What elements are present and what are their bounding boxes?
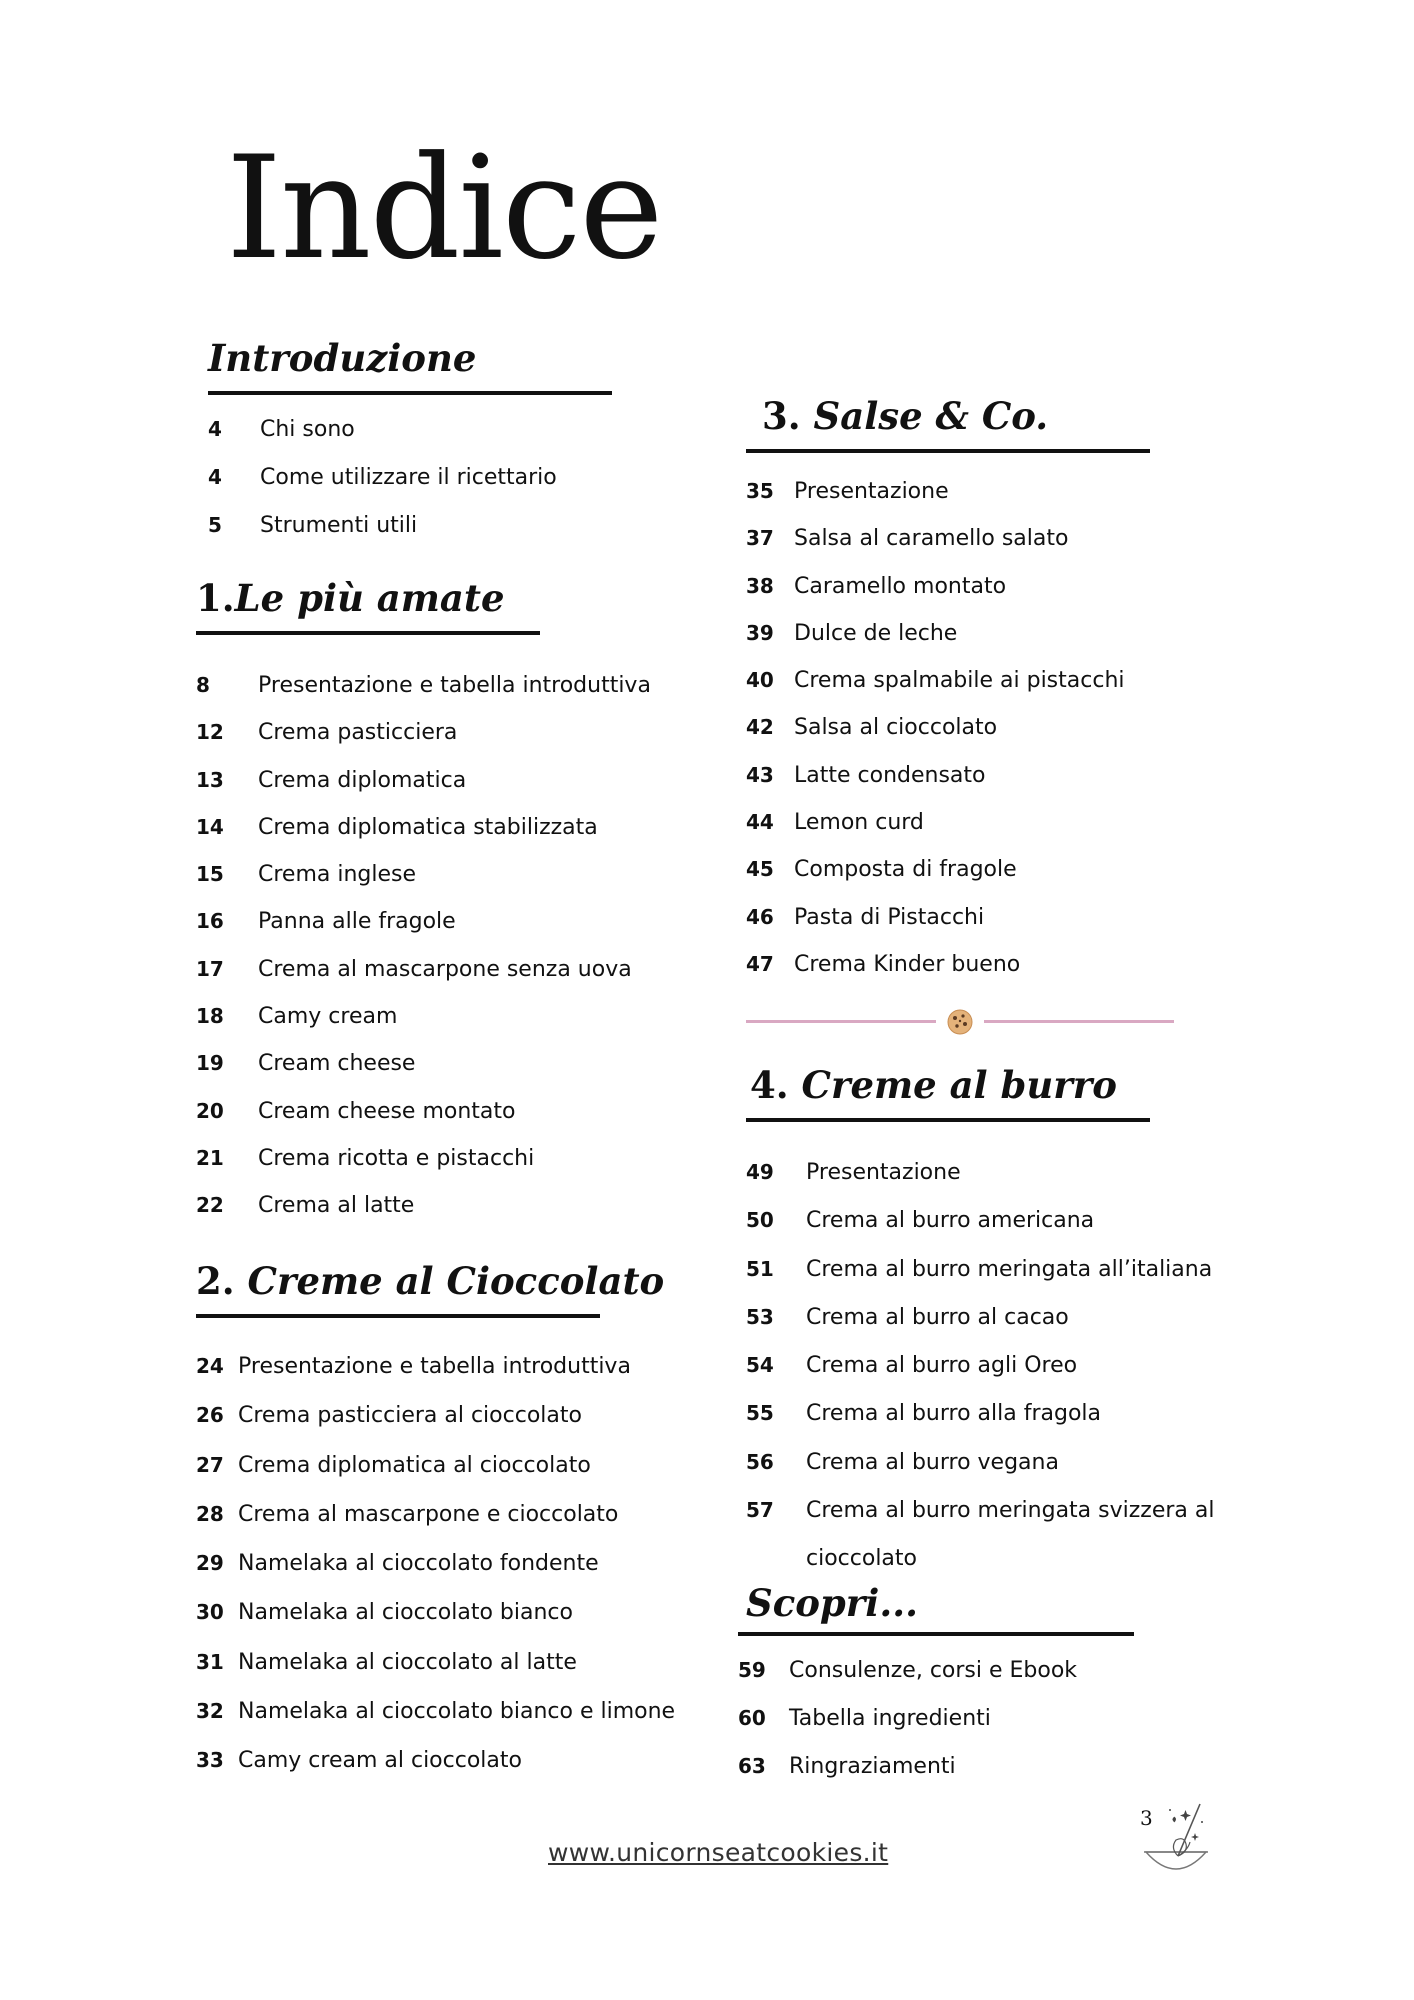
toc-entry-page: 54	[746, 1353, 774, 1378]
toc-entry-page: 5	[208, 513, 222, 537]
section-scopri	[738, 1581, 1142, 1804]
toc-entry-page: 57	[746, 1498, 774, 1523]
divider-line-right	[984, 1020, 1174, 1023]
toc-entry-label: Crema al latte	[258, 1193, 415, 1219]
toc-entry-label: Ringraziamenti	[789, 1754, 956, 1779]
toc-entry-page: 47	[746, 951, 774, 976]
toc-entry-label: Crema al mascarpone e cioccolato	[238, 1501, 619, 1527]
toc-entry-page: 63	[738, 1754, 766, 1778]
section-scopri-list	[738, 1660, 1142, 1804]
toc-entry-page: 18	[196, 1004, 224, 1029]
toc-entry-label: Consulenze, corsi e Ebook	[789, 1658, 1078, 1683]
toc-entry-page: 37	[746, 526, 774, 551]
toc-entry[interactable]	[196, 1602, 600, 1651]
section-intro-list	[208, 419, 612, 563]
toc-entry-label: Panna alle fragole	[258, 909, 456, 935]
toc-entry-page: 45	[746, 857, 774, 882]
toc-entry-label: Namelaka al cioccolato al latte	[238, 1649, 577, 1675]
toc-entry-label: Crema al mascarpone senza uova	[258, 956, 632, 982]
toc-entry-label: Namelaka al cioccolato bianco e limone	[238, 1699, 676, 1725]
toc-entry-label: Strumenti utili	[260, 513, 418, 538]
toc-entry[interactable]	[738, 1756, 1142, 1804]
toc-entry-page: 14	[196, 814, 224, 839]
toc-entry[interactable]	[196, 1649, 600, 1701]
section-cioccolato	[196, 1259, 676, 1800]
toc-entry-label: Presentazione	[806, 1160, 961, 1185]
toc-entry[interactable]	[746, 1210, 1150, 1258]
whisk-bowl-icon	[1140, 1796, 1216, 1882]
section-salse-rule	[746, 449, 1150, 453]
toc-entry-label: Camy cream	[258, 1004, 398, 1030]
toc-entry-page: 35	[746, 479, 774, 503]
toc-entry-page: 16	[196, 909, 224, 934]
toc-entry[interactable]	[196, 1354, 631, 1405]
toc-entry-page: 60	[738, 1706, 766, 1730]
toc-entry[interactable]	[746, 859, 1150, 906]
toc-entry-page: 24	[196, 1354, 224, 1378]
toc-entry-label: Dulce de leche	[794, 620, 958, 646]
toc-entry-label: Presentazione	[794, 479, 949, 504]
toc-entry-page: 29	[196, 1551, 224, 1576]
toc-entry[interactable]	[196, 722, 540, 769]
toc-entry-label: Salsa al cioccolato	[794, 715, 998, 741]
toc-entry-page: 26	[196, 1403, 224, 1428]
toc-entry[interactable]	[746, 1449, 1150, 1500]
toc-entry[interactable]	[746, 481, 1150, 528]
section-piu-amate	[196, 576, 651, 1243]
toc-entry-label: Namelaka al cioccolato fondente	[238, 1551, 599, 1577]
section-piu-amate-rule	[196, 631, 540, 635]
website-link[interactable]: www.unicornseatcookies.it	[548, 1838, 889, 1867]
toc-entry-label: Crema inglese	[258, 862, 417, 888]
toc-entry-page: 56	[746, 1449, 774, 1474]
toc-entry[interactable]	[196, 956, 632, 1006]
toc-entry-page: 46	[746, 904, 774, 929]
toc-entry[interactable]	[208, 419, 612, 467]
toc-entry-label: Crema spalmabile ai pistacchi	[794, 668, 1125, 694]
toc-entry[interactable]	[196, 1501, 619, 1553]
toc-entry[interactable]	[196, 1006, 540, 1053]
page-mark	[1140, 1796, 1216, 1882]
toc-entry[interactable]	[196, 864, 540, 911]
toc-entry-label: Namelaka al cioccolato bianco	[238, 1600, 573, 1626]
toc-entry-page: 21	[196, 1145, 224, 1170]
toc-entry-label: Pasta di Pistacchi	[794, 904, 985, 930]
toc-entry[interactable]	[196, 1452, 600, 1504]
toc-entry-page: 31	[196, 1649, 224, 1674]
section-cioccolato-title: 2. Creme al Cioccolato	[196, 1259, 665, 1303]
page-title: Indice	[226, 126, 662, 291]
toc-entry[interactable]	[196, 1053, 540, 1100]
toc-entry[interactable]	[746, 620, 1150, 670]
toc-entry-label: Crema diplomatica stabilizzata	[258, 814, 598, 840]
toc-entry-label: Caramello montato	[794, 573, 1007, 599]
toc-entry[interactable]	[196, 1553, 600, 1602]
toc-entry-label: Crema al burro agli Oreo	[806, 1353, 1078, 1379]
toc-entry-label: Cream cheese	[258, 1051, 416, 1077]
section-piu-amate-title: 1.Le più amate	[196, 576, 505, 620]
toc-entry-label: Crema diplomatica al cioccolato	[238, 1452, 591, 1478]
toc-entry-page: 38	[746, 573, 774, 598]
toc-entry-page: 49	[746, 1160, 774, 1184]
toc-entry[interactable]	[746, 1355, 1150, 1403]
toc-entry-page: 55	[746, 1401, 774, 1426]
toc-entry[interactable]	[196, 911, 540, 958]
toc-entry-page: 51	[746, 1256, 774, 1281]
toc-entry-page: 8	[196, 673, 210, 697]
toc-entry[interactable]	[196, 767, 540, 817]
divider-line-left	[746, 1020, 936, 1023]
toc-entry-label: Crema al burro meringata all’italiana	[806, 1256, 1213, 1282]
toc-entry-label: Crema pasticciera al cioccolato	[238, 1403, 582, 1429]
section-burro-rule	[746, 1118, 1150, 1122]
toc-entry[interactable]	[196, 1405, 600, 1454]
toc-entry[interactable]	[208, 515, 612, 563]
toc-entry[interactable]	[738, 1708, 1142, 1756]
section-intro	[208, 336, 612, 563]
cookie-icon	[945, 1007, 975, 1037]
toc-entry-page: 42	[746, 715, 774, 740]
toc-entry-label: Crema al burro americana	[806, 1208, 1095, 1234]
toc-entry-page: 20	[196, 1098, 224, 1123]
toc-entry-page: 17	[196, 956, 224, 981]
toc-entry[interactable]	[746, 762, 1150, 812]
toc-entry[interactable]	[746, 670, 1150, 717]
toc-entry-label: Crema ricotta e pistacchi	[258, 1145, 535, 1171]
toc-entry-label: Come utilizzare il ricettario	[260, 465, 557, 490]
toc-entry-page: 33	[196, 1748, 224, 1773]
toc-entry[interactable]	[196, 1145, 540, 1195]
toc-entry[interactable]	[746, 1498, 1215, 1548]
toc-entry-label: Crema al burro meringata svizzera al	[806, 1498, 1215, 1524]
toc-entry-label-continuation: cioccolato	[806, 1546, 917, 1572]
section-cioccolato-list	[196, 1354, 676, 1800]
toc-entry[interactable]	[738, 1660, 1142, 1708]
toc-entry-label: Latte condensato	[794, 762, 986, 788]
toc-entry-label: Cream cheese montato	[258, 1098, 516, 1124]
toc-entry-page: 13	[196, 767, 224, 792]
toc-entry[interactable]	[746, 812, 1150, 859]
toc-entry-page: 59	[738, 1658, 766, 1682]
section-scopri-rule	[738, 1632, 1134, 1636]
toc-entry-label: Composta di fragole	[794, 857, 1017, 883]
toc-entry-page: 4	[208, 465, 222, 489]
toc-entry-label: Crema al burro alla fragola	[806, 1401, 1102, 1427]
toc-entry-label: Tabella ingredienti	[789, 1706, 991, 1731]
section-burro-list	[746, 1160, 1215, 1597]
toc-entry-label: Crema al burro al cacao	[806, 1304, 1069, 1330]
toc-entry[interactable]	[746, 1256, 1213, 1307]
toc-entry-page: 50	[746, 1208, 774, 1233]
toc-entry[interactable]	[196, 1195, 540, 1242]
toc-entry-page: 30	[196, 1600, 224, 1625]
toc-entry[interactable]	[746, 717, 1150, 764]
toc-entry-label: Presentazione e tabella introduttiva	[258, 673, 651, 698]
toc-entry-label: Crema diplomatica	[258, 767, 467, 793]
toc-entry[interactable]	[746, 1162, 1150, 1210]
toc-entry-page: 44	[746, 810, 774, 835]
section-piu-amate-list	[196, 673, 651, 1243]
toc-entry[interactable]	[196, 1098, 540, 1148]
toc-entry-label: Chi sono	[260, 417, 355, 442]
section-burro-title: 4. Creme al burro	[750, 1063, 1117, 1107]
toc-entry[interactable]	[746, 1403, 1150, 1451]
toc-entry-label: Crema al burro vegana	[806, 1449, 1059, 1475]
toc-entry-label: Crema Kinder bueno	[794, 951, 1021, 977]
toc-entry-page: 28	[196, 1501, 224, 1526]
toc-entry[interactable]	[746, 951, 1150, 1001]
section-scopri-title: Scopri...	[746, 1581, 918, 1625]
toc-entry-page: 32	[196, 1699, 224, 1724]
toc-entry[interactable]	[196, 814, 598, 864]
toc-entry-page: 22	[196, 1193, 224, 1218]
toc-entry-page: 27	[196, 1452, 224, 1477]
toc-entry-label: Presentazione e tabella introduttiva	[238, 1354, 631, 1379]
toc-entry-page: 43	[746, 762, 774, 787]
toc-entry[interactable]	[208, 467, 612, 515]
toc-entry-page: 53	[746, 1304, 774, 1329]
toc-entry[interactable]	[196, 1750, 600, 1799]
section-cioccolato-rule	[196, 1314, 600, 1318]
section-divider	[746, 1006, 1174, 1036]
toc-entry-label: Lemon curd	[794, 810, 924, 836]
toc-entry-page: 12	[196, 720, 224, 745]
section-intro-rule	[208, 391, 612, 395]
toc-entry[interactable]	[746, 528, 1150, 575]
toc-entry-page: 40	[746, 668, 774, 693]
section-salse-list	[746, 481, 1150, 1001]
toc-entry-label: Crema pasticciera	[258, 720, 458, 746]
section-salse-title: 3. Salse & Co.	[762, 394, 1049, 438]
toc-entry-label: Camy cream al cioccolato	[238, 1748, 522, 1774]
toc-entry-page: 39	[746, 620, 774, 645]
toc-entry[interactable]	[746, 1304, 1150, 1355]
toc-entry[interactable]	[746, 573, 1150, 623]
toc-entry[interactable]	[196, 673, 651, 722]
toc-entry-label: Salsa al caramello salato	[794, 526, 1069, 552]
page-number: 3	[1140, 1806, 1153, 1830]
toc-entry-page: 15	[196, 862, 224, 887]
toc-entry[interactable]	[196, 1699, 676, 1750]
section-salse	[746, 394, 1150, 1001]
toc-entry-page: 19	[196, 1051, 224, 1076]
toc-entry-page: 4	[208, 417, 222, 441]
toc-entry[interactable]	[746, 904, 1150, 954]
section-burro	[746, 1063, 1215, 1597]
section-intro-title: Introduzione	[208, 336, 477, 380]
